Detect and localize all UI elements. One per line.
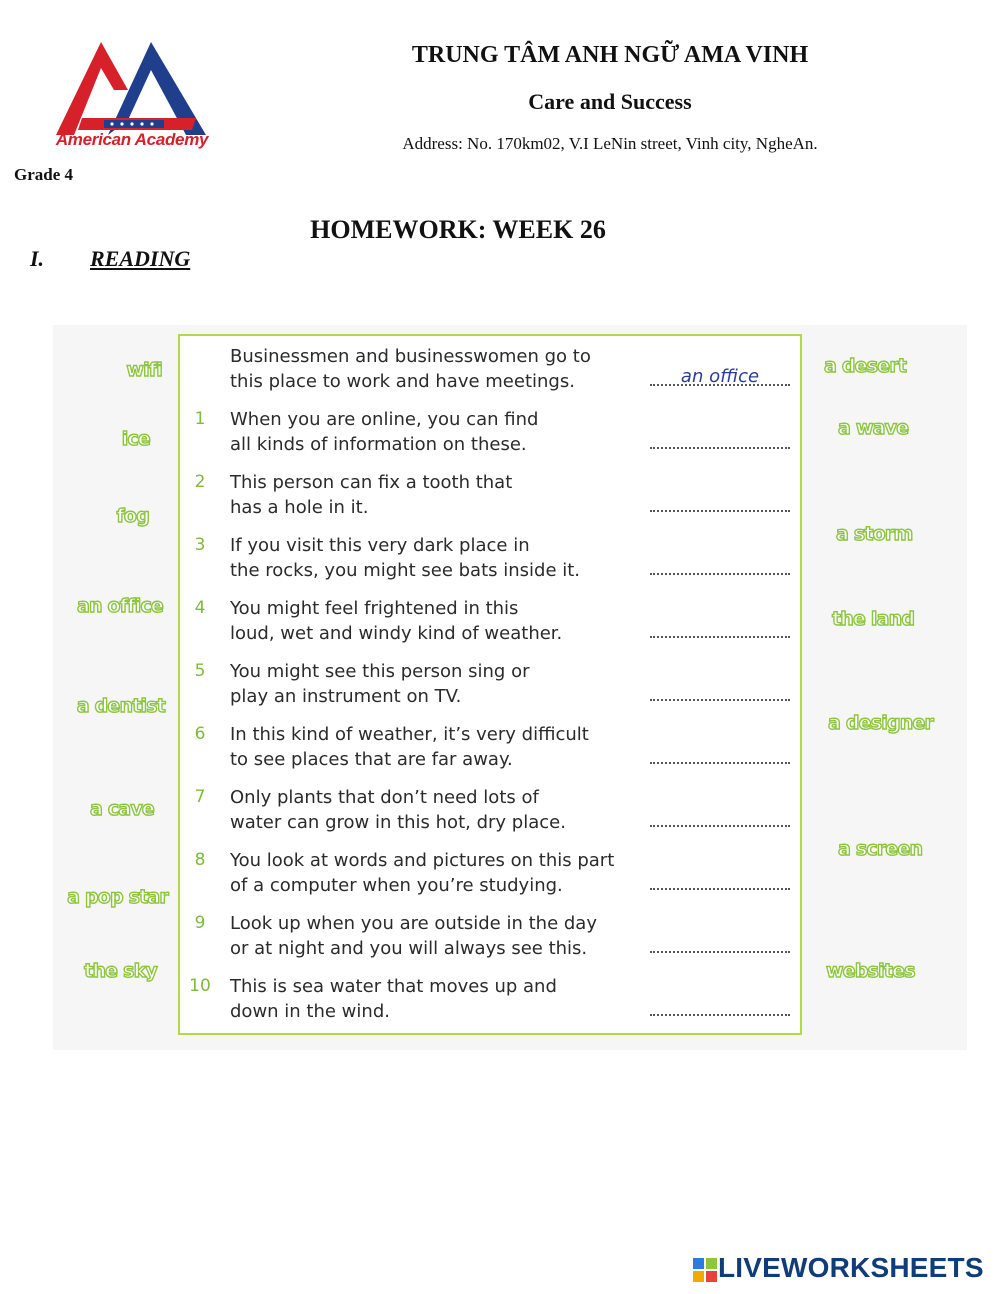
word-bank-left-item: fog <box>116 505 149 527</box>
clue-line: If you visit this very dark place in <box>230 535 530 556</box>
answer-input-8[interactable] <box>650 870 790 892</box>
clue-line: Look up when you are outside in the day <box>230 913 597 934</box>
example-answer: an office <box>680 366 760 387</box>
section-title: READING <box>90 246 191 271</box>
item-number: 7 <box>194 787 206 807</box>
clue-line: all kinds of information on these. <box>230 434 527 455</box>
word-bank-right-item: a storm <box>836 523 913 545</box>
word-bank-right-item: a screen <box>838 838 923 860</box>
item-number: 3 <box>194 535 206 555</box>
question-row <box>180 403 796 466</box>
question-row <box>180 592 796 655</box>
answer-input-6[interactable] <box>650 744 790 766</box>
clue-line: This person can fix a tooth that <box>230 472 513 493</box>
item-number: 4 <box>194 598 206 618</box>
item-number: 8 <box>194 850 206 870</box>
clue-text <box>230 848 640 898</box>
liveworksheets-logo-icon <box>693 1258 717 1282</box>
word-bank-right-item: the land <box>832 608 915 630</box>
section-number: I. <box>30 246 45 271</box>
clue-text <box>230 974 640 1024</box>
question-row <box>180 655 796 718</box>
clue-text <box>230 911 640 961</box>
answer-input-3[interactable] <box>650 555 790 577</box>
clue-text <box>230 659 640 709</box>
clue-line: down in the wind. <box>230 1001 390 1022</box>
liveworksheets-brand[interactable]: LIVEWORKSHEETS <box>718 1252 984 1283</box>
clue-line: play an instrument on TV. <box>230 686 462 707</box>
question-row <box>180 844 796 907</box>
clue-line: this place to work and have meetings. <box>230 371 575 392</box>
word-bank-left-item: wifi <box>126 359 162 381</box>
clue-line: You might see this person sing or <box>230 661 530 682</box>
question-row <box>180 718 796 781</box>
clue-text <box>230 596 640 646</box>
clue-line: water can grow in this hot, dry place. <box>230 812 566 833</box>
clue-line: or at night and you will always see this. <box>230 938 588 959</box>
item-number: 1 <box>194 409 206 429</box>
word-bank-left-item: ice <box>121 428 150 450</box>
answer-input-2[interactable] <box>650 492 790 514</box>
school-name: TRUNG TÂM ANH NGỮ AMA VINH <box>411 42 809 68</box>
clue-text <box>230 344 640 394</box>
clue-text <box>230 722 640 772</box>
answer-input-10[interactable] <box>650 996 790 1018</box>
clue-text <box>230 533 640 583</box>
answer-input-4[interactable] <box>650 618 790 640</box>
clue-line: Only plants that don’t need lots of <box>230 787 539 808</box>
item-number: 2 <box>194 472 206 492</box>
clue-text <box>230 785 640 835</box>
clue-text <box>230 407 640 457</box>
word-bank-left-item: an office <box>76 595 163 617</box>
question-row <box>180 907 796 970</box>
clue-line: In this kind of weather, it’s very difficult <box>230 724 589 745</box>
word-bank-right-item: a wave <box>838 417 909 439</box>
homework-title: HOMEWORK: WEEK 26 <box>310 215 606 244</box>
item-number: 6 <box>194 724 206 744</box>
item-number: 5 <box>194 661 206 681</box>
school-address: Address: No. 170km02, V.I LeNin street, Vinh city, NgheAn. <box>402 134 818 153</box>
item-number: 9 <box>194 913 206 933</box>
word-bank-right-item: websites <box>826 960 915 982</box>
logo-text: American Academy <box>55 130 209 149</box>
clue-line: the rocks, you might see bats inside it. <box>230 560 581 581</box>
word-bank-right-item: a designer <box>828 712 934 734</box>
answer-input-5[interactable] <box>650 681 790 703</box>
word-bank-left-item: a pop star <box>67 886 168 908</box>
answer-input-7[interactable] <box>650 807 790 829</box>
clue-line: loud, wet and windy kind of weather. <box>230 623 563 644</box>
clue-line: You might feel frightened in this <box>230 598 519 619</box>
question-row <box>180 466 796 529</box>
word-bank-left-item: a dentist <box>76 695 165 717</box>
clue-line: Businessmen and businesswomen go to <box>230 346 591 367</box>
clue-line: to see places that are far away. <box>230 749 513 770</box>
clue-line: of a computer when you’re studying. <box>230 875 563 896</box>
clue-line: When you are online, you can find <box>230 409 539 430</box>
answer-input-9[interactable] <box>650 933 790 955</box>
question-row <box>180 970 796 1033</box>
clue-line: You look at words and pictures on this part <box>230 850 615 871</box>
item-number: 10 <box>189 976 211 996</box>
word-bank-left-item: a cave <box>90 798 154 820</box>
question-row <box>180 781 796 844</box>
word-bank-left-item: the sky <box>84 960 157 982</box>
word-bank-right-item: a desert <box>824 355 907 377</box>
answer-input-1[interactable] <box>650 429 790 451</box>
grade-label: Grade 4 <box>14 165 74 184</box>
clue-line: has a hole in it. <box>230 497 369 518</box>
clue-text <box>230 470 640 520</box>
clue-line: This is sea water that moves up and <box>230 976 557 997</box>
school-motto: Care and Success <box>528 89 692 114</box>
example-row <box>180 340 796 403</box>
question-row <box>180 529 796 592</box>
